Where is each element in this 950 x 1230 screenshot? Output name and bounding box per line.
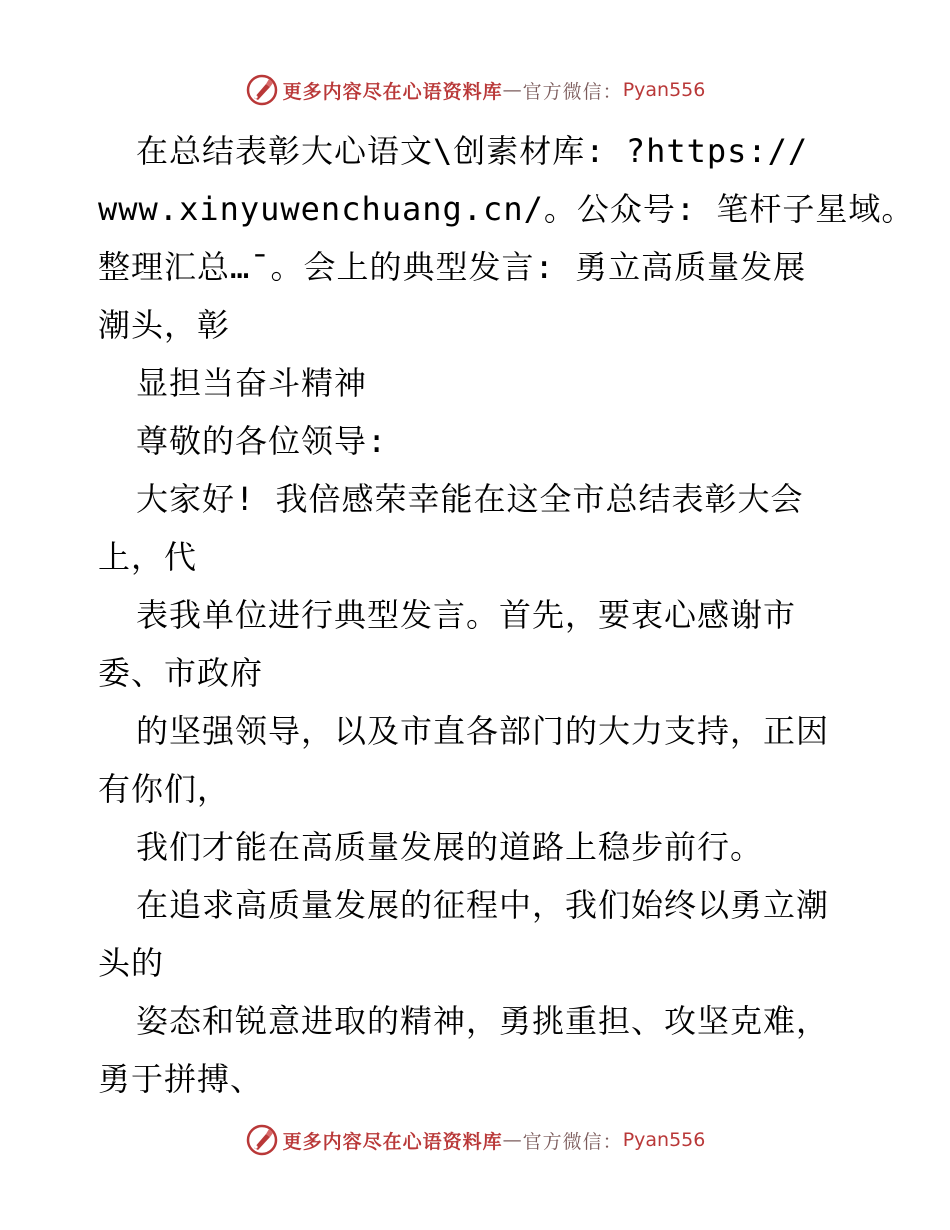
text-line: 姿态和锐意进取的精神，勇挑重担、攻坚克难，: [136, 1002, 830, 1040]
banner-dash: —: [502, 1129, 523, 1151]
text-line: 表我单位进行典型发言。首先，要衷心感谢市: [136, 596, 797, 634]
text-line: 勇于拼搏、: [98, 1060, 264, 1098]
banner-main-text: 更多内容尽在心语资料库: [282, 80, 503, 103]
banner-account-id: Pyan556: [622, 1129, 706, 1151]
text-line: 显担当奋斗精神: [136, 364, 368, 402]
banner-main-text: 更多内容尽在心语资料库: [282, 1130, 503, 1153]
text-line: 委、市政府: [98, 654, 264, 692]
text-line: www.xinyuwenchuang.cn/。公众号: 笔杆子星域。: [98, 190, 915, 228]
banner-dash: —: [502, 79, 523, 101]
header-banner: [0, 70, 950, 110]
text-line: 有你们，: [98, 770, 231, 808]
text-line: 整理汇总…¯。会上的典型发言: 勇立高质量发展: [98, 248, 807, 286]
text-line: 在总结表彰大心语文\创素材库: ?https://: [136, 132, 809, 170]
document-body: [98, 122, 915, 1108]
banner-account-id: Pyan556: [622, 79, 706, 101]
pen-logo-icon: [245, 1123, 279, 1157]
text-line: 大家好! 我倍感荣幸能在这全市总结表彰大会: [136, 480, 804, 518]
text-line: 的坚强领导，以及市直各部门的大力支持，正因: [136, 712, 830, 750]
text-line: 尊敬的各位领导:: [136, 422, 388, 460]
banner-account-label: 官方微信：: [522, 80, 623, 103]
text-line: 上，代: [98, 538, 198, 576]
text-line: 在追求高质量发展的征程中，我们始终以勇立潮: [136, 886, 830, 924]
text-line: 头的: [98, 944, 165, 982]
pen-logo-icon: [245, 73, 279, 107]
footer-banner: [0, 1120, 950, 1160]
text-line: 我们才能在高质量发展的道路上稳步前行。: [136, 828, 764, 866]
banner-account-label: 官方微信：: [522, 1130, 623, 1153]
text-line: 潮头，彰: [98, 306, 231, 344]
